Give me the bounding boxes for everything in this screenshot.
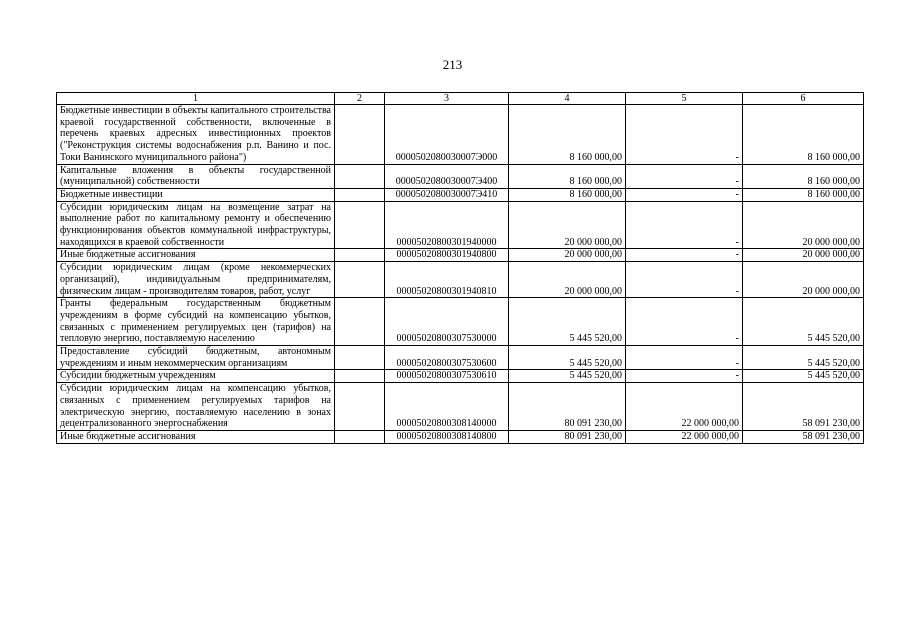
row-name-cell: Бюджетные инвестиции xyxy=(57,188,335,201)
row-value-col6: 20 000 000,00 xyxy=(743,201,864,249)
row-value-col5: - xyxy=(626,298,743,346)
row-value-col5: - xyxy=(626,188,743,201)
row-code-cell: 00005020800307530600 xyxy=(385,346,509,370)
row-name-cell: Иные бюджетные ассигнования xyxy=(57,430,335,443)
row-name-cell: Субсидии юридическим лицам на возмещение затрат на выполнение работ по капитальному ремонту и обеспечению функционирования объектов коммунальной инфраструктуры, находящихся в краевой собственности xyxy=(57,201,335,249)
row-code-cell: 00005020800307530610 xyxy=(385,370,509,383)
row-value-col4: 5 445 520,00 xyxy=(509,298,626,346)
table-row xyxy=(57,105,864,165)
row-name-cell: Гранты федеральным государственным бюджетным учреждениям в форме субсидий на компенсацию убытков, связанных с применением регулируемых цен (тарифов) на тепловую энергию, поставляемую населению xyxy=(57,298,335,346)
row-value-col6: 8 160 000,00 xyxy=(743,105,864,165)
row-col2-cell xyxy=(335,383,385,431)
row-col2-cell xyxy=(335,105,385,165)
row-value-col4: 80 091 230,00 xyxy=(509,430,626,443)
header-row xyxy=(57,93,864,105)
row-code-cell: 00005020800301940000 xyxy=(385,201,509,249)
row-value-col6: 20 000 000,00 xyxy=(743,262,864,298)
row-value-col4: 8 160 000,00 xyxy=(509,188,626,201)
row-value-col6: 58 091 230,00 xyxy=(743,383,864,431)
row-code-cell: 0000502080030007Э000 xyxy=(385,105,509,165)
row-code-cell: 0000502080030007Э410 xyxy=(385,188,509,201)
row-value-col4: 20 000 000,00 xyxy=(509,249,626,262)
table-row xyxy=(57,370,864,383)
table-row xyxy=(57,383,864,431)
row-value-col5: - xyxy=(626,201,743,249)
row-value-col5: 22 000 000,00 xyxy=(626,430,743,443)
header-col-1: 1 xyxy=(57,93,335,105)
row-value-col4: 80 091 230,00 xyxy=(509,383,626,431)
header-col-3: 3 xyxy=(385,93,509,105)
row-value-col4: 5 445 520,00 xyxy=(509,370,626,383)
header-col-4: 4 xyxy=(509,93,626,105)
row-code-cell: 0000502080030007Э400 xyxy=(385,164,509,188)
table-row xyxy=(57,262,864,298)
row-col2-cell xyxy=(335,262,385,298)
row-name-cell: Субсидии бюджетным учреждениям xyxy=(57,370,335,383)
table-row xyxy=(57,346,864,370)
header-col-6: 6 xyxy=(743,93,864,105)
row-code-cell: 00005020800301940810 xyxy=(385,262,509,298)
table-row xyxy=(57,188,864,201)
table-row xyxy=(57,201,864,249)
row-value-col5: - xyxy=(626,262,743,298)
row-value-col6: 5 445 520,00 xyxy=(743,346,864,370)
row-value-col5: - xyxy=(626,346,743,370)
row-value-col4: 5 445 520,00 xyxy=(509,346,626,370)
budget-table xyxy=(56,92,864,444)
row-name-cell: Капитальные вложения в объекты государственной (муниципальной) собственности xyxy=(57,164,335,188)
table-row xyxy=(57,430,864,443)
row-col2-cell xyxy=(335,201,385,249)
row-value-col4: 8 160 000,00 xyxy=(509,105,626,165)
header-col-5: 5 xyxy=(626,93,743,105)
row-value-col5: 22 000 000,00 xyxy=(626,383,743,431)
row-value-col4: 20 000 000,00 xyxy=(509,262,626,298)
row-col2-cell xyxy=(335,430,385,443)
row-name-cell: Субсидии юридическим лицам на компенсацию убытков, связанных с применением регулируемых тарифов на электрическую энергию, поставляемую населению в зонах децентрализованного энергоснабжения xyxy=(57,383,335,431)
row-name-cell: Субсидии юридическим лицам (кроме некоммерческих организаций), индивидуальным предпринимателям, физическим лицам - производителям товаров, работ, услуг xyxy=(57,262,335,298)
row-col2-cell xyxy=(335,249,385,262)
row-col2-cell xyxy=(335,298,385,346)
row-name-cell: Иные бюджетные ассигнования xyxy=(57,249,335,262)
row-value-col6: 5 445 520,00 xyxy=(743,298,864,346)
row-value-col5: - xyxy=(626,249,743,262)
row-value-col6: 5 445 520,00 xyxy=(743,370,864,383)
row-code-cell: 00005020800307530000 xyxy=(385,298,509,346)
row-value-col5: - xyxy=(626,370,743,383)
row-value-col5: - xyxy=(626,164,743,188)
row-code-cell: 00005020800308140800 xyxy=(385,430,509,443)
row-name-cell: Бюджетные инвестиции в объекты капитального строительства краевой государственной собственности, включенные в перечень краевых адресных инвестиционных проектов ("Реконструкция системы водоснабжения р.п. Ванино и пос. Токи Ванинского муниципального района") xyxy=(57,105,335,165)
row-code-cell: 00005020800301940800 xyxy=(385,249,509,262)
row-value-col5: - xyxy=(626,105,743,165)
row-value-col6: 58 091 230,00 xyxy=(743,430,864,443)
table-row xyxy=(57,164,864,188)
table-row xyxy=(57,298,864,346)
row-value-col6: 8 160 000,00 xyxy=(743,164,864,188)
row-name-cell: Предоставление субсидий бюджетным, автономным учреждениям и иным некоммерческим организациям xyxy=(57,346,335,370)
row-col2-cell xyxy=(335,370,385,383)
row-col2-cell xyxy=(335,346,385,370)
row-col2-cell xyxy=(335,188,385,201)
page-number: 213 xyxy=(442,57,463,72)
row-value-col6: 8 160 000,00 xyxy=(743,188,864,201)
row-value-col4: 20 000 000,00 xyxy=(509,201,626,249)
row-value-col6: 20 000 000,00 xyxy=(743,249,864,262)
row-value-col4: 8 160 000,00 xyxy=(509,164,626,188)
header-col-2: 2 xyxy=(335,93,385,105)
table-row xyxy=(57,249,864,262)
row-col2-cell xyxy=(335,164,385,188)
row-code-cell: 00005020800308140000 xyxy=(385,383,509,431)
